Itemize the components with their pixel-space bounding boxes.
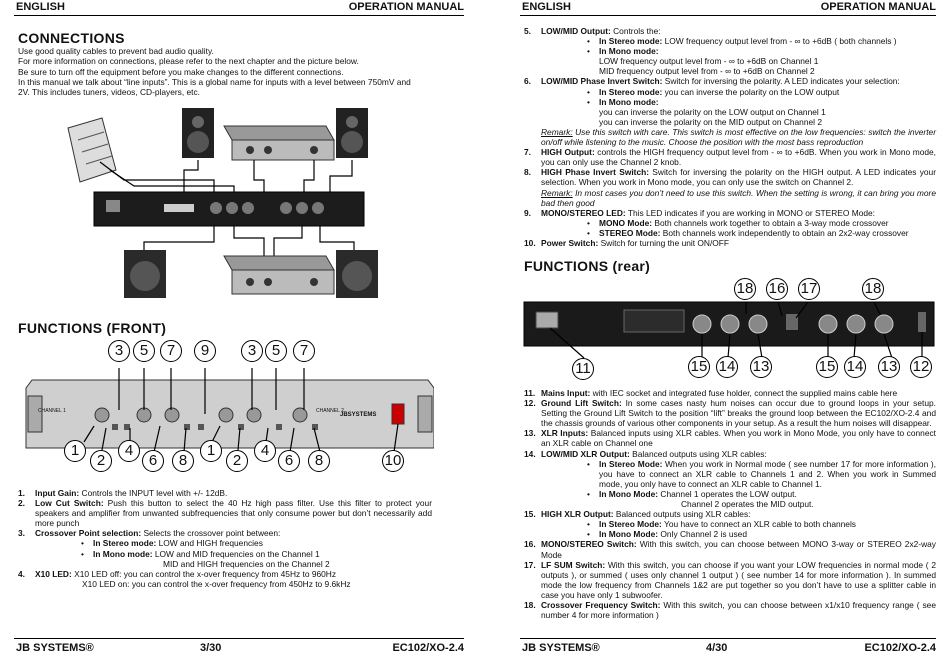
item-continuation: X10 LED on: you can control the x-over frequency from 450Hz to 9.6kHz xyxy=(82,578,351,589)
callout-18: 18 xyxy=(734,278,756,300)
header-title: OPERATION MANUAL xyxy=(820,1,936,13)
list-item: 16. MONO/STEREO Switch: With this switch, you can choose between MONO 3-way or STEREO 2x2-way Mode xyxy=(524,539,936,560)
callout-6: 6 xyxy=(278,450,300,472)
sub-item: • STEREO Mode: Both channels work independently to obtain an 2x2-way crossover xyxy=(587,227,909,238)
rear-functions-list xyxy=(524,388,936,620)
connections-line: 2V. This includes tuners, videos, CD-players, etc. xyxy=(18,87,201,98)
callout-12: 12 xyxy=(910,356,932,378)
sub-item-continuation: Channel 2 operates the MID output. xyxy=(681,499,814,510)
list-item: 2. Low Cut Switch: Push this button to select the 40 Hz high pass filter. Use this filter to protect your speakers and amplifier from unwanted subfrequencies that only consume power but don’t necessarily add more punch xyxy=(18,498,432,529)
list-item: 10. Power Switch: Switch for turning the unit ON/OFF xyxy=(524,237,730,248)
header-title: OPERATION MANUAL xyxy=(348,1,464,13)
sub-item: • In Stereo mode: LOW and HIGH frequencies xyxy=(81,538,263,549)
sub-item-continuation: you can inverse the polarity on the LOW output on Channel 1 xyxy=(599,106,826,117)
callout-14: 14 xyxy=(716,356,738,378)
callout-15: 15 xyxy=(688,356,710,378)
sub-item-continuation: LOW frequency output level from - ∞ to +6dB on Channel 1 xyxy=(599,56,819,67)
list-item: 18. Crossover Frequency Switch: With this switch, you can choose between x1/x10 frequency range ( see number 4 for more information ) xyxy=(524,599,936,621)
sub-item: • In Mono mode: xyxy=(587,46,659,57)
callout-4: 4 xyxy=(254,440,276,462)
crossover-rear-unit xyxy=(94,192,364,226)
footer-page-number: 4/30 xyxy=(706,642,728,654)
subwoofer-left xyxy=(124,250,166,298)
list-item: 12. Ground Lift Switch: In some cases nasty hum noises can occur due to ground loops in your setup. Setting the Ground Lift Switch to the position “lift” breaks the ground loop between the EC102/XO-2.4 and the chassis grounds of various other components in your setup. As a result the hum noises will disappear. xyxy=(524,398,936,429)
list-item: 1. Input Gain: Controls the INPUT level with +/- 12dB. xyxy=(18,488,228,498)
sub-item-continuation: MID frequency output level from - ∞ to +6dB on Channel 2 xyxy=(599,66,815,77)
list-item: 3. Crossover Point selection: Selects the crossover point between: • In Stereo mode: LOW and HIGH frequencies • In Mono mode: LOW and MID frequencies on the Channel 1 MID and HIGH frequencies on the Channel 2 xyxy=(18,528,432,568)
callout-8: 8 xyxy=(308,450,330,472)
connections-line: Be sure to turn off the equipment before you make changes to the different connections. xyxy=(18,66,344,77)
rear-panel-figure xyxy=(520,276,936,382)
sub-item: • In Stereo Mode: When you work in Normal mode ( see number 17 for more information ), you have to connect an XLR cable to Channels 1 and 2. When you work in Summed mode, you only have to connect an XLR cable to Channel 1. xyxy=(587,458,936,489)
sub-item: • MONO Mode: Both channels work together to obtain a 3-way mode crossover xyxy=(587,217,889,228)
connections-heading: CONNECTIONS xyxy=(18,30,125,46)
callout-2: 2 xyxy=(226,450,248,472)
amplifier-bottom xyxy=(224,256,334,294)
page-footer xyxy=(14,638,464,653)
page-header xyxy=(14,0,464,16)
callout-4: 4 xyxy=(118,440,140,462)
footer-brand: JB SYSTEMS® xyxy=(522,642,600,654)
connections-diagram xyxy=(64,100,394,310)
channel1-label: CHANNEL 1 xyxy=(38,408,66,414)
sub-item: • In Mono mode: xyxy=(587,96,659,107)
list-item: 8. HIGH Phase Invert Switch: Switch for inversing the polarity on the HIGH output. A LED indicates your selection. When you work in Mono mode, you can only use the switch on Channel 2. Remark: In most cases you don’t need to use this switch. When the setting is wrong, it can bring you more bad then good xyxy=(524,167,936,208)
rear-functions-heading: FUNCTIONS (rear) xyxy=(524,258,651,274)
page-header xyxy=(520,0,936,16)
callout-7: 7 xyxy=(293,340,315,362)
front-panel-figure xyxy=(14,340,434,480)
callout-14: 14 xyxy=(844,356,866,378)
sub-item: • In Mono mode: LOW and MID frequencies on the Channel 1 xyxy=(81,548,320,559)
callout-16: 16 xyxy=(766,278,788,300)
sub-item-continuation: you can inverse the polarity on the MID output on Channel 2 xyxy=(599,116,823,127)
callout-18: 18 xyxy=(862,278,884,300)
callout-7: 7 xyxy=(160,340,182,362)
callout-5: 5 xyxy=(265,340,287,362)
callout-8: 8 xyxy=(172,450,194,472)
sub-item: • In Stereo Mode: You have to connect an XLR cable to both channels xyxy=(587,519,856,530)
callout-2: 2 xyxy=(90,450,112,472)
callout-1: 1 xyxy=(200,440,222,462)
callout-1: 1 xyxy=(64,440,86,462)
connections-text xyxy=(18,46,432,97)
speaker-top-left xyxy=(182,108,214,158)
front-functions-list xyxy=(18,488,432,589)
sub-item-continuation: MID and HIGH frequencies on the Channel 2 xyxy=(163,558,330,569)
callout-3: 3 xyxy=(241,340,263,362)
sub-item: • In Mono Mode: Channel 1 operates the LOW output. xyxy=(587,488,797,499)
sub-item: • In Mono Mode: Only Channel 2 is used xyxy=(587,529,747,540)
footer-model: EC102/XO-2.4 xyxy=(864,642,936,654)
amplifier-top xyxy=(224,126,334,160)
header-language: ENGLISH xyxy=(16,1,65,13)
list-item: 17. LF SUM Switch: With this switch, you can choose if you want your LOW frequencies in normal mode ( 2 outputs ), or summed ( uses only channel 1 output ) ( see number 14 for more information ). In summed mode the low frequency from Channels 1&2 are put together so you don’t have to use a splitter cable in case you have only 1 subwoofer. xyxy=(524,559,936,600)
right-page xyxy=(520,0,936,654)
list-item: 14. LOW/MID XLR Output: Balanced outputs using XLR cables: • In Stereo Mode: When you work in Normal mode ( see number 17 for more information ), you have to connect an XLR cable to Channels 1 and 2. When you work in Summed mode, you only have to connect an XLR cable to Channel 1. • In Mono Mode: Channel 1 operates the LOW output. Channel 2 operates the MID output. xyxy=(524,448,936,510)
callout-17: 17 xyxy=(798,278,820,300)
connections-line: Use good quality cables to prevent bad audio quality. xyxy=(18,46,214,56)
list-item: 15. HIGH XLR Output: Balanced outputs using XLR cables: • In Stereo Mode: You have to connect an XLR cable to both channels • In Mono Mode: Only Channel 2 is used xyxy=(524,509,936,539)
callout-11: 11 xyxy=(572,358,594,380)
sub-item: • In Stereo mode: LOW frequency output level from - ∞ to +6dB ( both channels ) xyxy=(587,36,897,47)
connections-line: In this manual we talk about “line inputs”. This is a global name for inputs with a level between 750mV and xyxy=(18,76,411,87)
callout-15: 15 xyxy=(816,356,838,378)
list-item: 9. MONO/STEREO LED: This LED indicates if you are working in MONO or STEREO Mode: • MONO Mode: Both channels work together to obtain a 3-way mode crossover • STEREO Mode: Both channels work independently to obtain an 2x2-way crossover xyxy=(524,208,936,238)
remark: Remark: Use this switch with care. This switch is most effective on the low frequencies: switch the inverter on/off while listening to the music. Choose the position with the most bass reproduction xyxy=(541,126,936,148)
callout-5: 5 xyxy=(133,340,155,362)
brand-logo: JBSYSTEMS xyxy=(340,412,377,418)
footer-model: EC102/XO-2.4 xyxy=(392,642,464,654)
front-functions-heading: FUNCTIONS (FRONT) xyxy=(18,320,167,336)
speaker-top-right xyxy=(336,108,368,158)
footer-brand: JB SYSTEMS® xyxy=(16,642,94,654)
header-language: ENGLISH xyxy=(522,1,571,13)
list-item: 7. HIGH Output: controls the HIGH frequency output level from - ∞ to +6dB. When you work in Mono mode, you can only use the Channel 2 knob. xyxy=(524,147,936,168)
callout-6: 6 xyxy=(142,450,164,472)
list-item: 5. LOW/MID Output: Controls the: • In Stereo mode: LOW frequency output level from - ∞ to +6dB ( both channels ) • In Mono mode: LOW frequency output level from - ∞ to +6dB on Channel 1 MID frequency output level from - ∞ to +6dB on Channel 2 xyxy=(524,26,936,76)
sub-item: • In Stereo mode: you can inverse the polarity on the LOW output xyxy=(587,86,840,97)
callout-3: 3 xyxy=(108,340,130,362)
callout-13: 13 xyxy=(878,356,900,378)
callout-13: 13 xyxy=(750,356,772,378)
left-page xyxy=(14,0,464,654)
callout-9: 9 xyxy=(194,340,216,362)
list-item: 6. LOW/MID Phase Invert Switch: Switch for inversing the polarity. A LED indicates your selection: • In Stereo mode: you can inverse the polarity on the LOW output • In Mono mode: you can inverse the polarity on the LOW output on Channel 1 you can inverse the polarity on the MID output on Channel 2 Remark: Use this switch with care. This switch is most effective on the low frequencies: switch the inverter on/off while listening to the music. Choose the position with the most bass reproduction xyxy=(524,76,936,148)
list-item: 4. X10 LED: X10 LED off: you can control the x-over frequency from 45Hz to 960Hz X10 LED on: you can control the x-over frequency from 450Hz to 9.6kHz xyxy=(18,569,432,589)
remark: Remark: In most cases you don’t need to use this switch. When the setting is wrong, it can bring you more bad then good xyxy=(541,187,936,208)
list-item: 13. XLR Inputs: Balanced inputs using XLR cables. When you work in Mono Mode, you only have to connect an XLR cable on Channel one xyxy=(524,428,936,449)
channel2-label: CHANNEL 2 xyxy=(316,408,344,414)
list-item: 11. Mains Input: with IEC socket and integrated fuse holder, connect the supplied mains cable here xyxy=(524,388,898,398)
subwoofer-right xyxy=(336,250,378,298)
page-footer xyxy=(520,638,936,653)
footer-page-number: 3/30 xyxy=(200,642,222,654)
mixer-illustration xyxy=(68,118,116,182)
front-functions-list-continued xyxy=(524,26,936,248)
connections-line: For more information on connections, please refer to the next chapter and the picture below. xyxy=(18,56,359,67)
callout-10: 10 xyxy=(382,450,404,472)
